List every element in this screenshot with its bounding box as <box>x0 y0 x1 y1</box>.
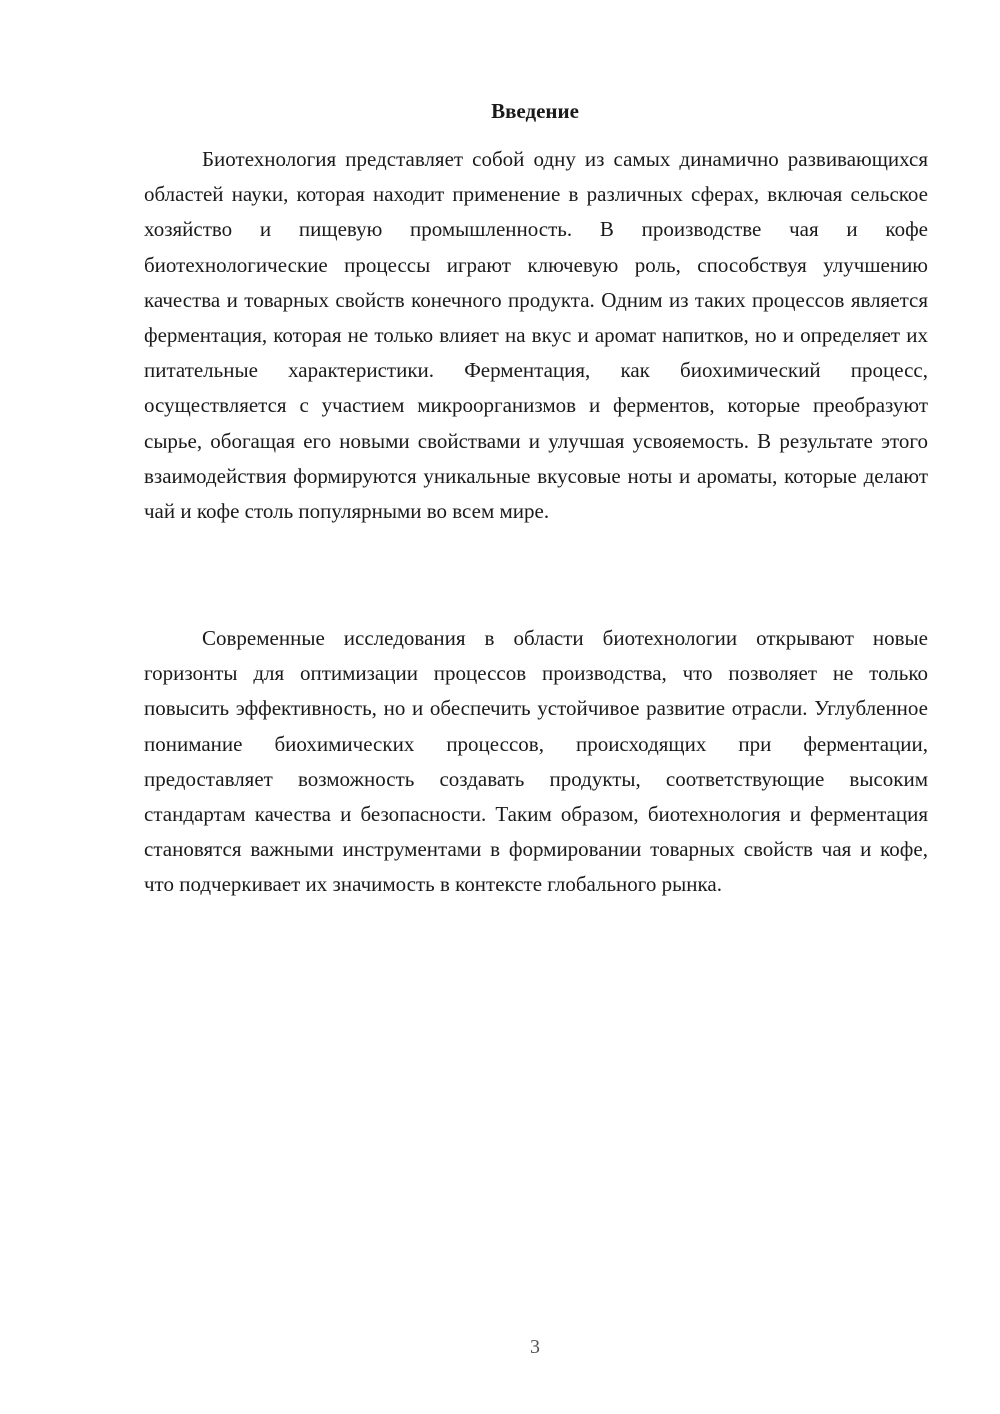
section-title: Введение <box>491 99 579 123</box>
paragraph-2: Современные исследования в области биотехнологии открывают новые горизонты для оптимизации процессов производства, что позволяет не только повысить эффективность, но и обеспечить устойчивое развитие отрасли. Углубленное понимание биохимических процессов, происходящих при ферментации, предоставляет возможность создавать продукты, соответствующие высоким стандартам качества и безопасности. Таким образом, биотехнология и ферментация становятся важными инструментами в формировании товарных свойств чая и кофе, что подчеркивает их значимость в контексте глобального рынка. <box>144 626 928 897</box>
paragraph-1: Биотехнология представляет собой одну из самых динамично развивающихся областей науки, которая находит применение в различных сферах, включая сельское хозяйство и пищевую промышленность. В производстве чая и кофе биотехнологические процессы играют ключевую роль, способствуя улучшению качества и товарных свойств конечного продукта. Одним из таких процессов является ферментация, которая не только влияет на вкус и аромат напитков, но и определяет их питательные характеристики. Ферментация, как биохимический процесс, осуществляется с участием микроорганизмов и ферментов, которые преобразуют сырье, обогащая его новыми свойствами и улучшая усвояемость. В результате этого взаимодействия формируются уникальные вкусовые ноты и ароматы, которые делают чай и кофе столь популярными во всем мире. <box>144 147 928 524</box>
page-number: 3 <box>530 1336 540 1358</box>
paragraph-1-block <box>144 142 928 529</box>
paragraph-2-block <box>144 621 928 903</box>
